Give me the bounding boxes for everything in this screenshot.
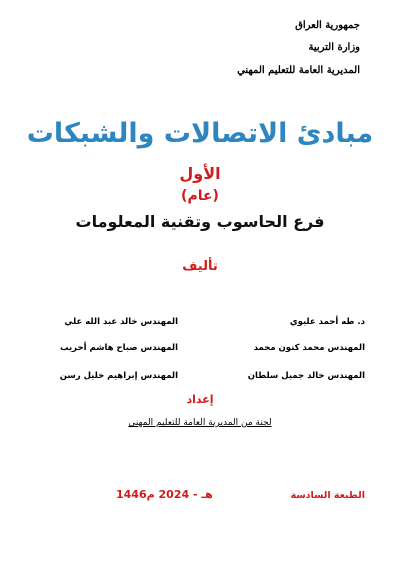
book-title: مبادئ الاتصالات والشبكات — [26, 118, 374, 149]
committee-text: لجنة من المديرية العامة للتعليم المهني — [128, 418, 272, 428]
publication-year: 1446هـ - 2024 م — [116, 488, 213, 501]
author-6: المهندس إبراهيم خليل رسن — [59, 371, 178, 381]
author-3: المهندس محمد كنون محمد — [253, 343, 365, 353]
authorship-heading: تأليف — [182, 259, 218, 274]
author-4: المهندس صباح هاشم أحريب — [59, 343, 178, 353]
branch-name: فرع الحاسوب وتقنية المعلومات — [75, 212, 325, 231]
author-5: المهندس خالد جميل سلطان — [247, 371, 365, 381]
part-label: الأول — [179, 164, 221, 183]
part-note: (عام) — [181, 188, 219, 204]
edition-label: الطبعة السادسة — [290, 490, 365, 501]
ministry-line-directorate: المديرية العامة للتعليم المهني — [237, 65, 360, 76]
ministry-line-ministry: وزارة التربية — [308, 42, 360, 53]
author-1: د. طه أحمد عليوي — [289, 317, 365, 327]
ministry-line-country: جمهورية العراق — [295, 20, 360, 31]
author-2: المهندس خالد عبد الله علي — [64, 317, 178, 327]
preparation-heading: إعداد — [186, 393, 214, 406]
